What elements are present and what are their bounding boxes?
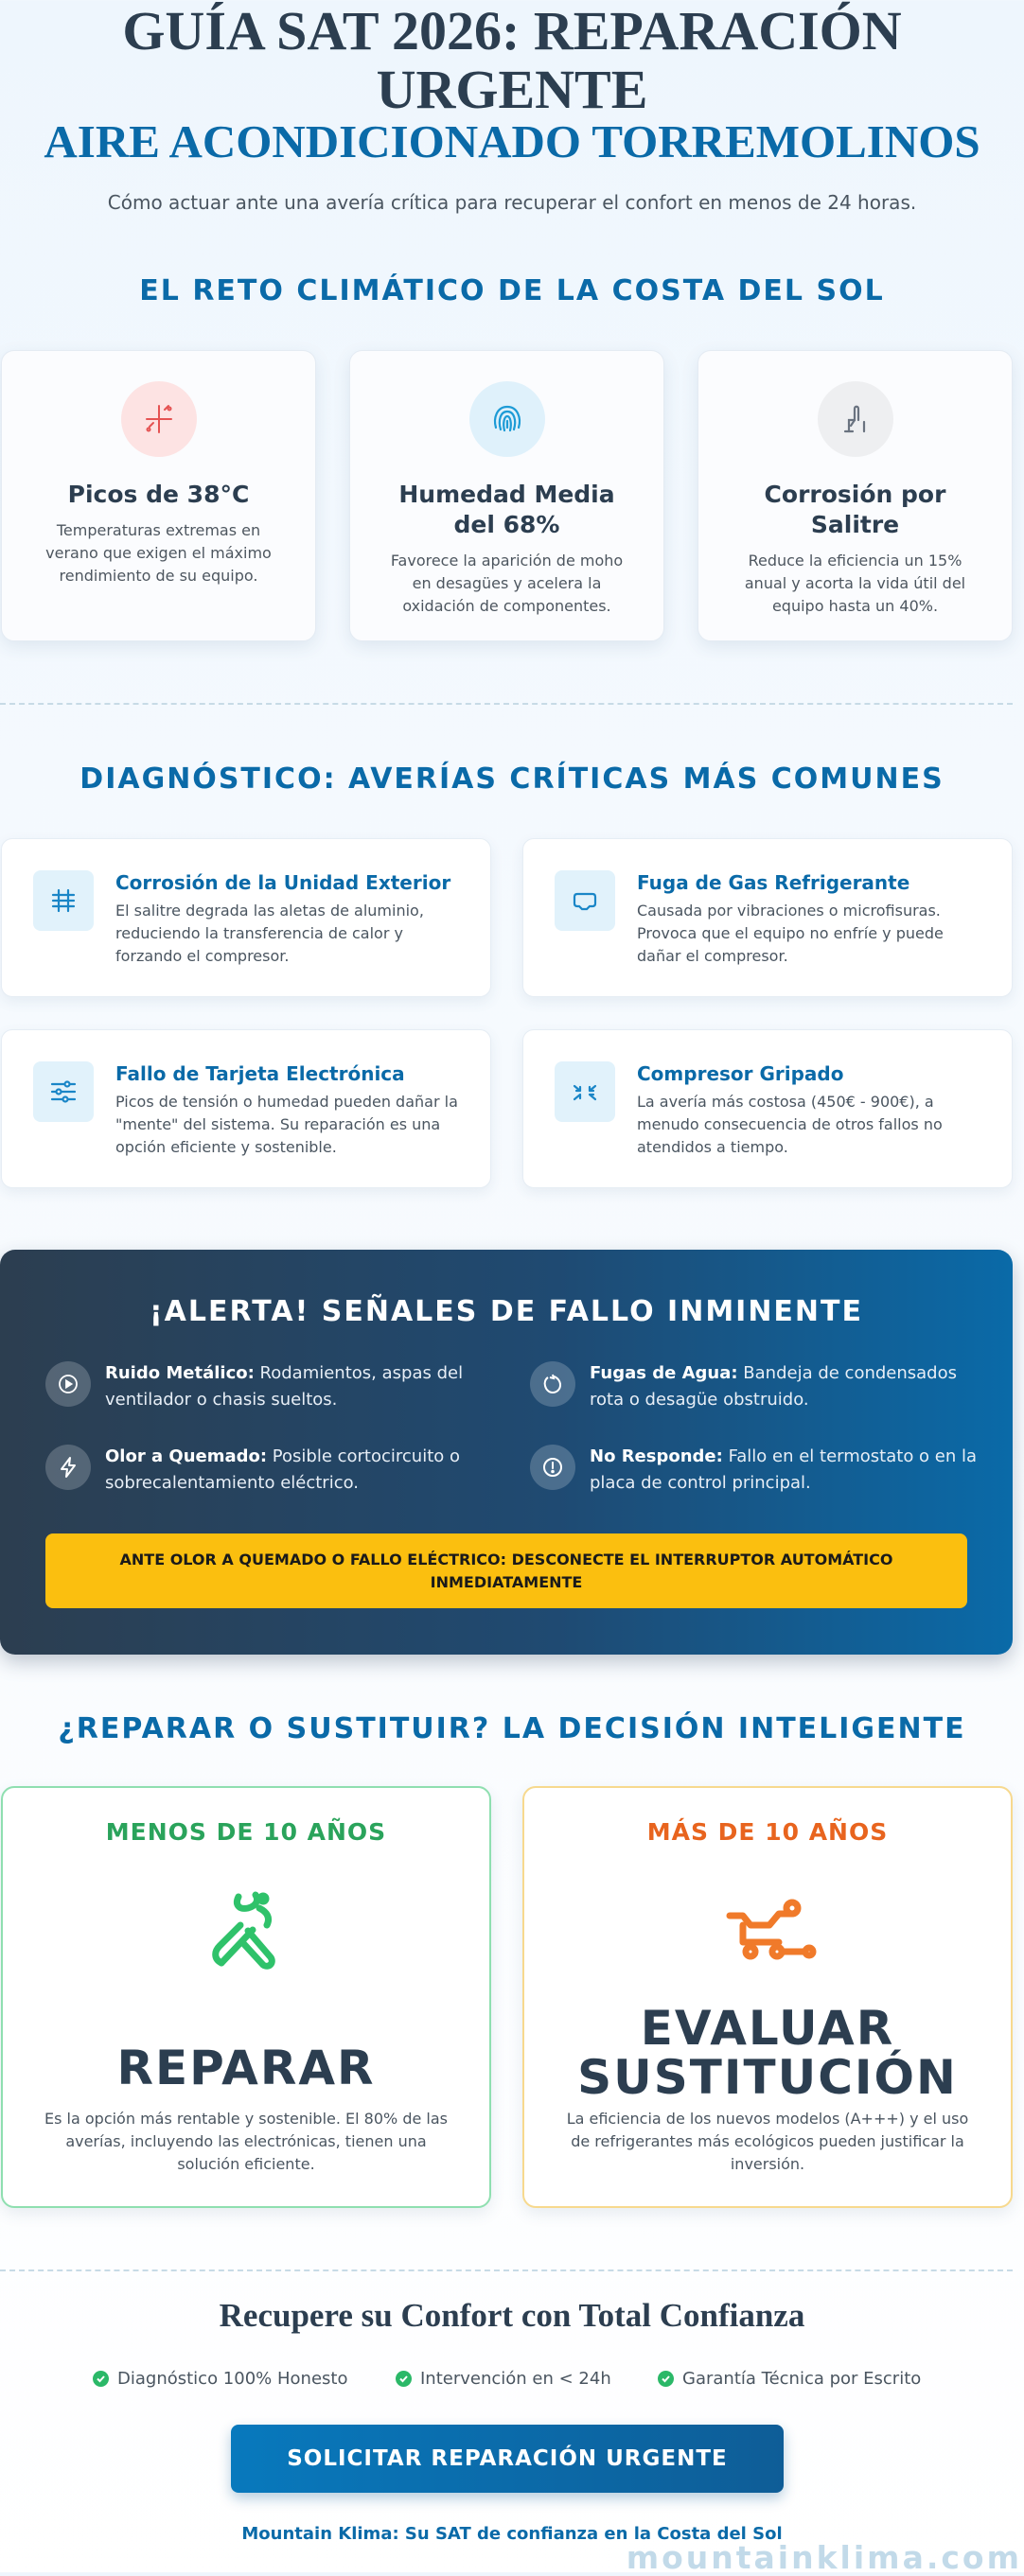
diagnostic-title: Corrosión de la Unidad Exterior [115,871,451,894]
grid-icon [33,870,94,931]
replace-age-label: MÁS DE 10 AÑOS [646,1818,889,1846]
page-title-line2: URGENTE [376,59,648,120]
stat-text: Reduce la eficiencia un 15% anual y acorta la vida útil del equipo hasta un 40%. [744,552,966,615]
repair-text: Es la opción más rentable y sostenible. El 80% de las averías, incluyendo las electrónicas, tienen una solución eficiente. [44,2110,448,2173]
challenge-section-title: EL RETO CLIMÁTICO DE LA COSTA DEL SOL [139,274,885,307]
replace-heading-line2: SUSTITUCIÓN [577,2050,958,2105]
pipe-icon [555,870,615,931]
warning-circle-icon [530,1445,575,1490]
guarantee-fast [396,2369,611,2389]
stat-card-corrosion [697,350,1013,641]
lead-text: Cómo actuar ante una avería crítica para recuperar el confort en menos de 24 horas. [107,191,917,214]
safety-warning-banner: ANTE OLOR A QUEMADO O FALLO ELÉCTRICO: DESCONECTE EL INTERRUPTOR AUTOMÁTICO INMEDIATAMENTE [45,1533,967,1608]
decision-section-title: ¿REPARAR O SUSTITUIR? LA DECISIÓN INTELIGENTE [58,1712,966,1745]
robot-arm-icon [722,1887,817,1982]
tools-icon [201,1887,295,1982]
diagnostic-card-gas-leak [522,838,1013,997]
thermometer-icon [121,381,197,457]
alert-text: Olor a Quemado: Posible cortocircuito o sobrecalentamiento eléctrico. [105,1446,461,1493]
drop-icon [530,1361,575,1407]
diagnostic-title: Fuga de Gas Refrigerante [637,871,910,894]
fingerprint-icon [469,381,545,457]
diagnostic-card-compressor [522,1029,1013,1188]
stat-card-humidity [349,350,664,641]
compress-icon [555,1061,615,1122]
guarantee-label: Diagnóstico 100% Honesto [117,2369,348,2389]
stat-title: Humedad Media del 68% [398,481,615,538]
diagnostic-text: Causada por vibraciones o microfisuras. Provoca que el equipo no enfríe y puede dañar el compresor. [637,902,944,965]
diagnostic-card-corrosion [1,838,491,997]
alert-panel [0,1250,1013,1655]
play-icon [45,1361,91,1407]
alert-text: Ruido Metálico: Rodamientos, aspas del ventilador o chasis sueltos. [105,1363,464,1410]
stat-title: Picos de 38°C [67,481,250,508]
replace-heading [524,2001,1011,2105]
check-icon [658,2371,674,2387]
check-icon [396,2371,412,2387]
replace-text: La eficiencia de los nuevos modelos (A+++) y el uso de refrigerantes más ecológicos pueden justificar la inversión. [566,2110,969,2173]
cta-title: Recupere su Confort con Total Confianza [219,2297,805,2334]
alert-text: Fugas de Agua: Bandeja de condensados rota o desagüe obstruido. [590,1363,957,1410]
sliders-icon [33,1061,94,1122]
stat-card-temperature [1,350,316,641]
guarantee-honest [93,2369,347,2389]
diagnostic-title: Compresor Gripado [637,1062,844,1085]
diagnostic-text: El salitre degrada las aletas de aluminio, reduciendo la transferencia de calor y forzando el compresor. [115,902,424,965]
diagnostic-text: La avería más costosa (450€ - 900€), a menudo consecuencia de otros fallos no atendidos a tiempo. [637,1093,943,1156]
check-icon [93,2371,109,2387]
alert-title: ¡ALERTA! SEÑALES DE FALLO INMINENTE [150,1295,863,1328]
diagnostic-text: Picos de tensión o humedad pueden dañar la "mente" del sistema. Su reparación es una opción eficiente y sostenible. [115,1093,458,1156]
repair-heading: REPARAR [116,2041,376,2095]
section-divider [0,2269,1013,2271]
section-divider [0,703,1013,705]
stat-title: Corrosión por Salitre [764,481,946,538]
page-title-line1: GUÍA SAT 2026: REPARACIÓN [122,0,902,61]
replace-card [522,1786,1013,2208]
footer-tagline: Mountain Klima: Su SAT de confianza en la Costa del Sol [241,2524,783,2544]
diagnostic-card-electronic [1,1029,491,1188]
replace-heading-line1: EVALUAR [640,2001,895,2056]
guarantee-written [658,2369,921,2389]
request-repair-button[interactable]: SOLICITAR REPARACIÓN URGENTE [231,2425,784,2493]
diagnostic-title: Fallo de Tarjeta Electrónica [115,1062,405,1085]
diagnostic-section-title: DIAGNÓSTICO: AVERÍAS CRÍTICAS MÁS COMUNES [79,762,945,796]
guarantee-label: Intervención en < 24h [420,2369,611,2389]
repair-age-label: MENOS DE 10 AÑOS [105,1818,387,1846]
repair-card [1,1786,491,2208]
alert-text: No Responde: Fallo en el termostato o en la placa de control principal. [590,1446,978,1493]
stat-text: Temperaturas extremas en verano que exigen el máximo rendimiento de su equipo. [45,521,272,585]
guarantee-label: Garantía Técnica por Escrito [682,2369,922,2389]
bolt-icon [45,1445,91,1490]
page-title [0,2,1024,119]
page-subtitle: AIRE ACONDICIONADO TORREMOLINOS [44,115,980,167]
website-watermark: mountainklima.com [626,2539,1022,2576]
stat-text: Favorece la aparición de moho en desagües y acelera la oxidación de componentes. [390,552,624,615]
wrench-icon [818,381,893,457]
